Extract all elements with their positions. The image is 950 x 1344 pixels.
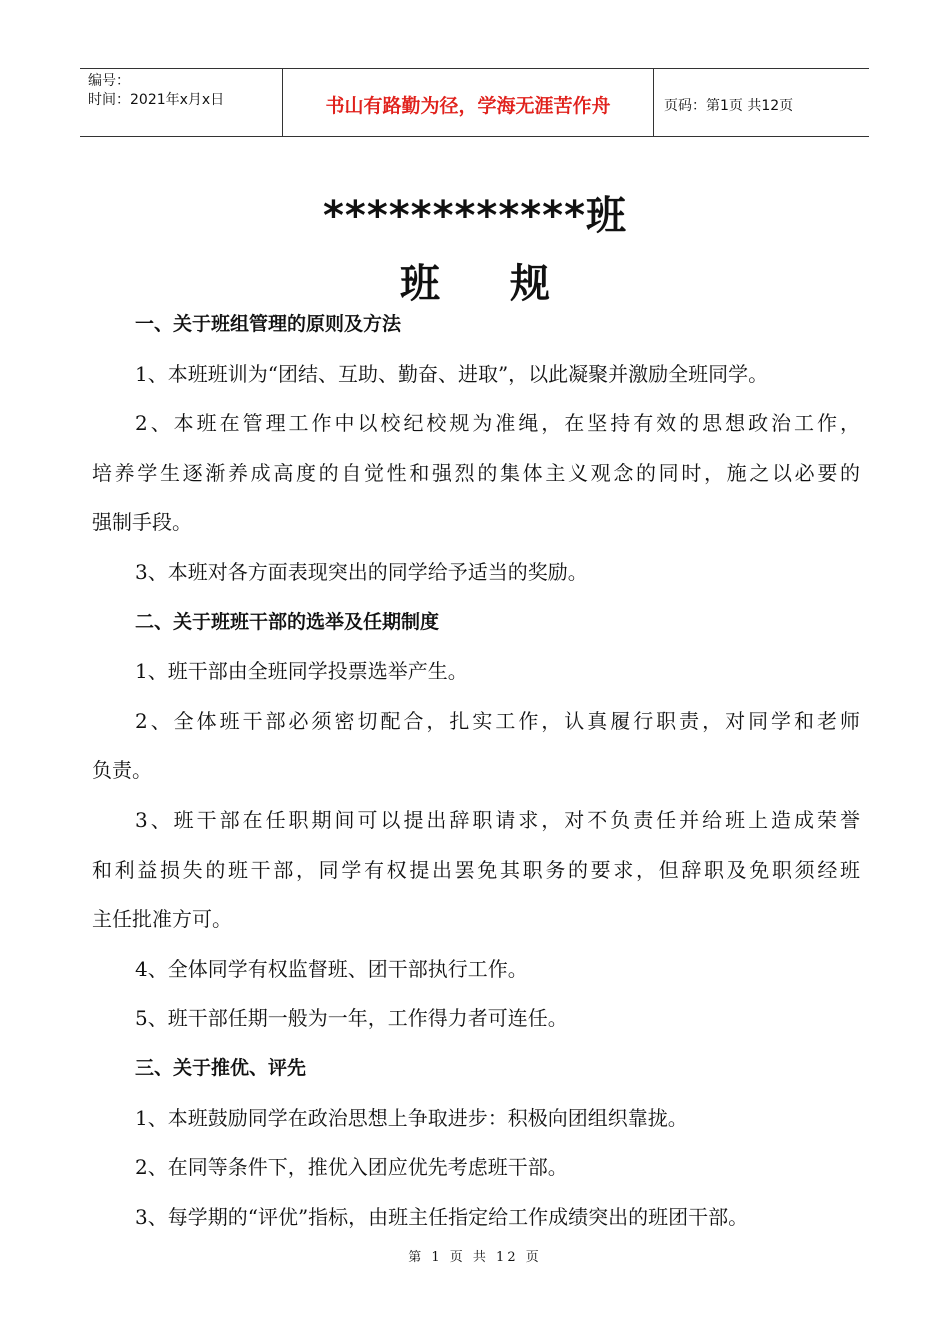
- section-heading: 二、关于班班干部的选举及任期制度: [135, 610, 440, 633]
- document-title-rules: 班规: [400, 261, 620, 307]
- paragraph-line: 1、班干部由全班同学投票选举产生。: [135, 659, 468, 684]
- paragraph-line: 1、本班班训为“团结、互助、勤奋、进取”，以此凝聚并激励全班同学。: [135, 361, 769, 386]
- paragraph-line: 主任批准方可。: [92, 907, 232, 932]
- paragraph-line: 和利益损失的班干部，同学有权提出罢免其职务的要求，但辞职及免职须经班: [92, 857, 860, 882]
- section-heading: 三、关于推优、评先: [135, 1056, 307, 1079]
- header-page-info: 页码：第1页 共12页: [664, 97, 794, 114]
- section-heading: 一、关于班组管理的原则及方法: [135, 313, 402, 335]
- paragraph-line: 强制手段。: [92, 510, 192, 535]
- paragraph-line: 3、班干部在任职期间可以提出辞职请求，对不负责任并给班上造成荣誉: [135, 807, 860, 832]
- header-page-cell: [654, 69, 869, 136]
- paragraph-line: 1、本班鼓励同学在政治思想上争取进步：积极向团组织靠拢。: [135, 1105, 688, 1130]
- page-footer: 第 1 页 共 12 页: [408, 1250, 542, 1265]
- header-meta-cell: [80, 69, 282, 136]
- header-table: [80, 68, 869, 137]
- document-time-label: 时间：2021年x月x日: [88, 92, 225, 108]
- paragraph-line: 负责。: [92, 758, 152, 783]
- paragraph-line: 2、本班在管理工作中以校纪校规为准绳，在坚持有效的思想政治工作，: [135, 411, 860, 436]
- header-motto: 书山有路勤为径，学海无涯苦作舟: [325, 95, 611, 117]
- paragraph-line: 4、全体同学有权监督班、团干部执行工作。: [135, 956, 528, 981]
- document-title-class: ************班: [322, 193, 627, 239]
- paragraph-line: 5、班干部任期一般为一年，工作得力者可连任。: [135, 1006, 568, 1031]
- paragraph-line: 3、本班对各方面表现突出的同学给予适当的奖励。: [135, 559, 588, 584]
- paragraph-line: 2、在同等条件下，推优入团应优先考虑班干部。: [135, 1155, 568, 1180]
- document-body: [92, 300, 860, 1242]
- paragraph-line: 2、全体班干部必须密切配合，扎实工作，认真履行职责，对同学和老师: [135, 708, 860, 733]
- document-number-label: 编号：: [88, 73, 130, 89]
- paragraph-line: 培养学生逐渐养成高度的自觉性和强烈的集体主义观念的同时，施之以必要的: [92, 460, 860, 485]
- paragraph-line: 3、每学期的“评优”指标，由班主任指定给工作成绩突出的班团干部。: [135, 1204, 749, 1229]
- header-motto-cell: [282, 69, 654, 136]
